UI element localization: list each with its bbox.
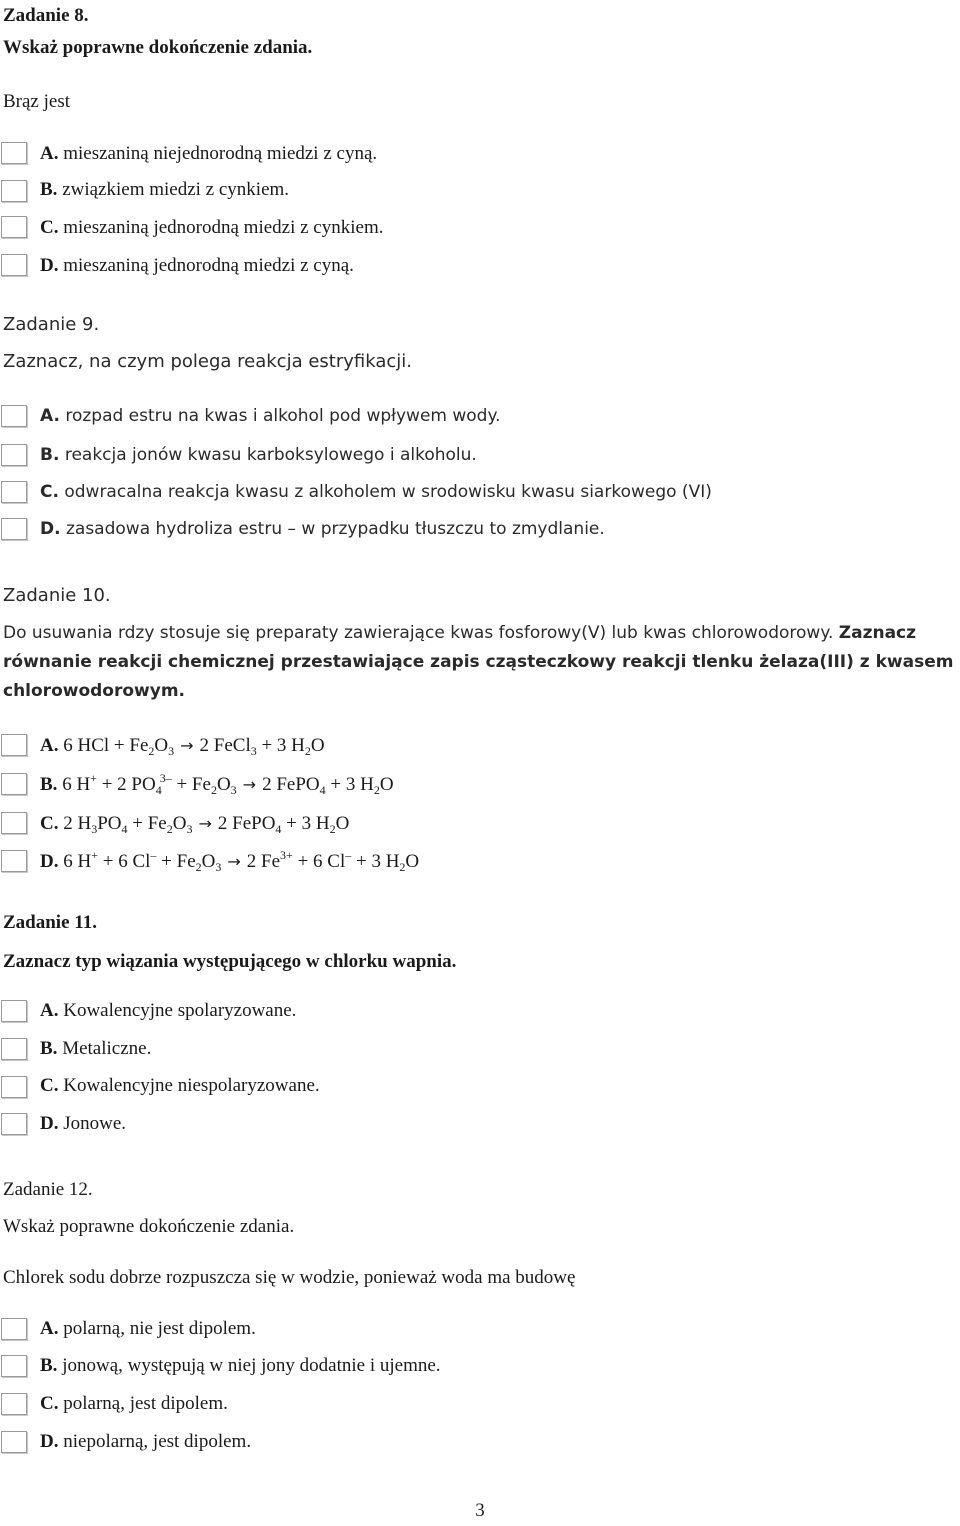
task-12-option-b bbox=[40, 1355, 441, 1377]
answer-checkbox-11a[interactable] bbox=[1, 1000, 27, 1022]
option-label: D. bbox=[40, 1113, 59, 1134]
answer-checkbox-8a[interactable] bbox=[1, 142, 27, 164]
option-label: A. bbox=[40, 1318, 59, 1339]
option-text: rozpad estru na kwas i alkohol pod wpływem wody. bbox=[65, 406, 501, 426]
task-9-option-a bbox=[40, 406, 501, 426]
option-text: polarną, jest dipolem. bbox=[63, 1393, 228, 1414]
answer-checkbox-8c[interactable] bbox=[1, 216, 27, 238]
option-label: D. bbox=[40, 851, 59, 872]
task-9-instruction: Zaznacz, na czym polega reakcja estryfikacji. bbox=[3, 351, 412, 372]
task-10-option-a: A. 6 HCl + $Fe_2O_3 \to 2$ FeCl$_3$ + 3 $H_2O$ bbox=[40, 735, 325, 758]
task-12-instruction: Wskaż poprawne dokończenie zdania. bbox=[3, 1216, 295, 1237]
task-11-instruction: Zaznacz typ wiązania występującego w chlorku wapnia. bbox=[3, 951, 457, 972]
option-text: reakcja jonów kwasu karboksylowego i alkoholu. bbox=[64, 445, 477, 465]
task-9-option-b bbox=[40, 445, 477, 465]
task-10-title: Zadanie 10. bbox=[3, 585, 111, 606]
option-label: D. bbox=[40, 519, 61, 539]
task-10-option-c: C. 2 $H_3PO_4 + Fe_2O_3 \to 2$ FePO$_4$ + 3 $H_2O$ bbox=[40, 813, 350, 836]
task-8-option-b bbox=[40, 179, 289, 201]
task-10-option-b: B. 6 H+ + 2 $PO_4^{3-} + Fe_2O_3 \to 2$ FePO$_4$ + 3 $H_2O$ bbox=[40, 771, 394, 797]
option-label: B. bbox=[40, 445, 60, 465]
task-12-option-a bbox=[40, 1318, 256, 1340]
option-text: niepolarną, jest dipolem. bbox=[63, 1431, 252, 1452]
task-8-option-c bbox=[40, 217, 383, 239]
task-12-title: Zadanie 12. bbox=[3, 1179, 93, 1200]
task-9-title: Zadanie 9. bbox=[3, 314, 100, 335]
option-text: odwracalna reakcja kwasu z alkoholem w srodowisku kwasu siarkowego (VI) bbox=[64, 482, 712, 502]
task-11-option-d bbox=[40, 1113, 126, 1135]
task-9-option-d bbox=[40, 519, 605, 539]
option-label: D. bbox=[40, 1431, 59, 1452]
option-text: jonową, występują w niej jony dodatnie i ujemne. bbox=[62, 1355, 441, 1376]
option-label: C. bbox=[40, 482, 59, 502]
answer-checkbox-11b[interactable] bbox=[1, 1038, 27, 1060]
option-text: mieszaniną jednorodną miedzi z cyną. bbox=[63, 255, 354, 276]
option-label: B. bbox=[40, 1038, 58, 1059]
answer-checkbox-9b[interactable] bbox=[1, 444, 27, 466]
task-11-option-c bbox=[40, 1075, 320, 1097]
page-number: 3 bbox=[475, 1500, 485, 1521]
option-text: Kowalencyjne niespolaryzowane. bbox=[63, 1075, 320, 1096]
answer-checkbox-10b[interactable] bbox=[1, 773, 27, 795]
answer-checkbox-8d[interactable] bbox=[1, 254, 27, 276]
option-label: C. bbox=[40, 217, 59, 238]
answer-checkbox-11d[interactable] bbox=[1, 1113, 27, 1135]
answer-checkbox-12d[interactable] bbox=[1, 1431, 27, 1453]
option-text: Jonowe. bbox=[63, 1113, 127, 1134]
option-text: związkiem miedzi z cynkiem. bbox=[62, 179, 290, 200]
option-label: D. bbox=[40, 255, 59, 276]
task-10-intro: Do usuwania rdzy stosuje się preparaty zawierające kwas fosforowy(V) lub kwas chlorowodorowy. bbox=[3, 623, 834, 643]
task-10-instruction: Zaznacz równanie reakcji chemicznej przestawiające zapis cząsteczkowy reakcji tlenku żelaza(III) z kwasem chlorowodorowym. bbox=[3, 623, 954, 701]
task-12-option-c bbox=[40, 1393, 228, 1415]
option-label: B. bbox=[40, 1355, 58, 1376]
answer-checkbox-9c[interactable] bbox=[1, 481, 27, 503]
answer-checkbox-12a[interactable] bbox=[1, 1318, 27, 1340]
answer-checkbox-10d[interactable] bbox=[1, 850, 27, 872]
task-11-option-b bbox=[40, 1038, 151, 1060]
task-11-title: Zadanie 11. bbox=[3, 912, 97, 933]
option-text: mieszaniną jednorodną miedzi z cynkiem. bbox=[63, 217, 384, 238]
option-label: C. bbox=[40, 1075, 59, 1096]
answer-checkbox-8b[interactable] bbox=[1, 180, 27, 202]
option-label: C. bbox=[40, 813, 59, 834]
answer-checkbox-11c[interactable] bbox=[1, 1076, 27, 1098]
task-8-title: Zadanie 8. bbox=[3, 5, 89, 26]
option-text: zasadowa hydroliza estru – w przypadku tłuszczu to zmydlanie. bbox=[65, 519, 605, 539]
answer-checkbox-12c[interactable] bbox=[1, 1393, 27, 1415]
option-label: A. bbox=[40, 406, 60, 426]
task-8-stem: Brąz jest bbox=[3, 91, 71, 112]
task-8-instruction: Wskaż poprawne dokończenie zdania. bbox=[3, 37, 313, 58]
task-12-option-d bbox=[40, 1431, 251, 1453]
task-12-stem: Chlorek sodu dobrze rozpuszcza się w wodzie, ponieważ woda ma budowę bbox=[3, 1267, 576, 1288]
option-text: Metaliczne. bbox=[62, 1038, 152, 1059]
option-label: C. bbox=[40, 1393, 59, 1414]
option-text: mieszaniną niejednorodną miedzi z cyną. bbox=[63, 143, 378, 164]
answer-checkbox-10a[interactable] bbox=[1, 734, 27, 756]
task-10-prompt bbox=[3, 619, 959, 706]
task-8-option-a bbox=[40, 143, 377, 165]
option-label: B. bbox=[40, 774, 58, 795]
option-label: A. bbox=[40, 735, 59, 756]
option-label: A. bbox=[40, 143, 59, 164]
option-label: A. bbox=[40, 1000, 59, 1021]
option-text: polarną, nie jest dipolem. bbox=[63, 1318, 256, 1339]
option-text: Kowalencyjne spolaryzowane. bbox=[63, 1000, 297, 1021]
answer-checkbox-10c[interactable] bbox=[1, 812, 27, 834]
task-8-option-d bbox=[40, 255, 354, 277]
option-label: B. bbox=[40, 179, 58, 200]
answer-checkbox-9d[interactable] bbox=[1, 518, 27, 540]
task-9-option-c bbox=[40, 482, 712, 502]
task-11-option-a bbox=[40, 1000, 296, 1022]
task-10-option-d: D. 6 H+ + 6 $Cl^- + Fe_2O_3 \to 2$ $Fe^{3+} + 6$ Cl– + 3 $H_2O$ bbox=[40, 848, 420, 874]
answer-checkbox-9a[interactable] bbox=[1, 405, 27, 427]
answer-checkbox-12b[interactable] bbox=[1, 1355, 27, 1377]
